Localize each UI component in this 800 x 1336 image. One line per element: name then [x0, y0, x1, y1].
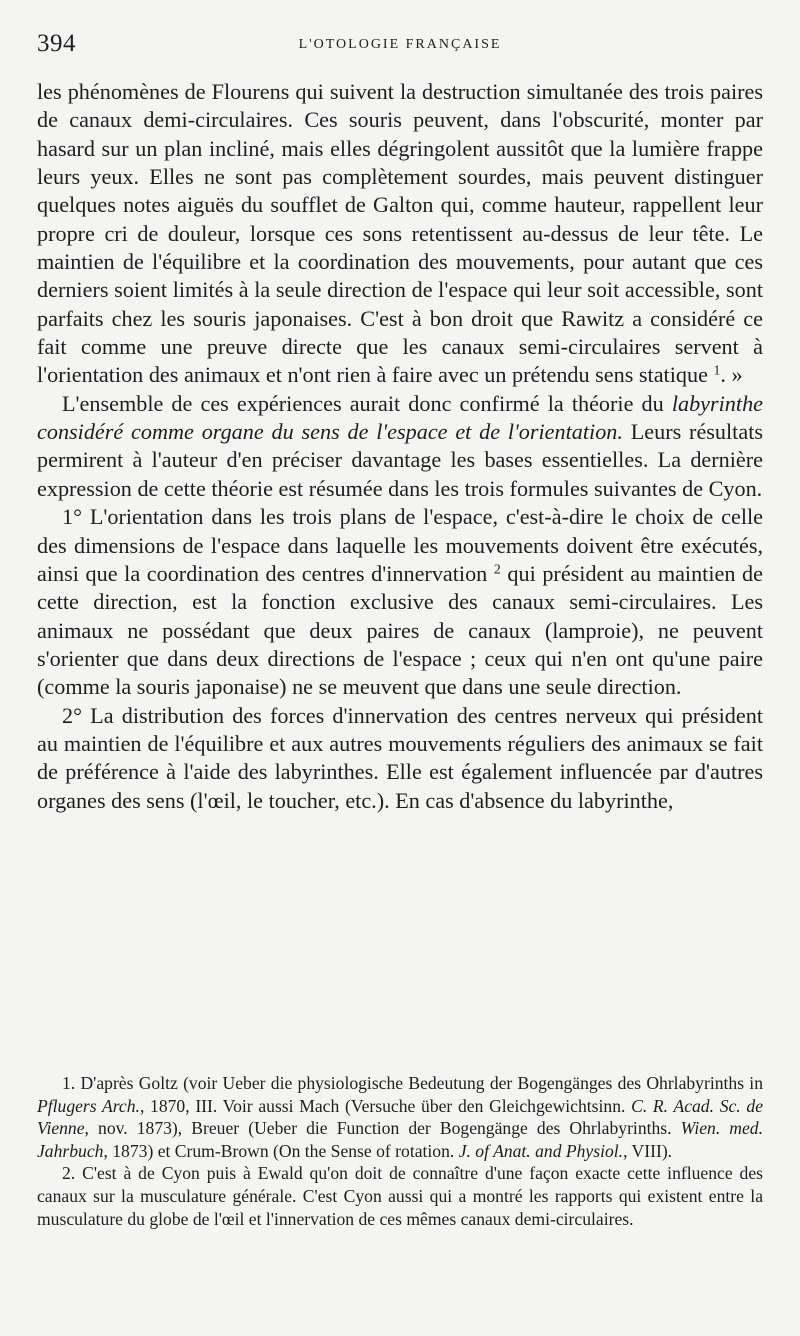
footnote-2	[37, 1162, 763, 1230]
body-text	[37, 78, 763, 815]
footnote-2-text: 2. C'est à de Cyon puis à Ewald qu'on doit de connaître d'une façon exacte cette influence des canaux sur la musculature générale. C'est Cyon aussi qui a montré les rapports qui existent entre la musculature du globe de l'œil et l'innervation de ces mêmes canaux demi-circulaires.	[37, 1163, 763, 1229]
paragraph-2-text-a: L'ensemble de ces expériences aurait donc confirmé la théorie du	[62, 390, 664, 416]
page-number: 394	[37, 30, 76, 57]
paragraph-4-text: 2° La distribution des forces d'innervation des centres nerveux qui président au maintien de l'équilibre et aux autres mouvements réguliers des animaux se fait de préférence à l'aide des labyrinthes. Elle est également influencée par d'autres organes des sens (l'œil, le toucher, etc.). En cas d'absence du labyrinthe,	[37, 702, 763, 813]
paragraph-3	[37, 503, 763, 701]
footnotes	[37, 1072, 763, 1230]
paragraph-1-tail: . »	[720, 362, 743, 388]
paragraph-2-italic: labyrinthe considéré comme organe du sens de l'espace et de l'orientation.	[37, 390, 764, 445]
footnote-1-text-2: , 1870, III. Voir aussi Mach (Versuche über den Gleichgewichtsinn.	[139, 1095, 626, 1116]
footnote-ref-1: 1	[713, 362, 721, 378]
footnote-1-text-4: , 1873) et Crum-Brown (On the Sense of rotation.	[103, 1140, 455, 1161]
paragraph-2	[37, 390, 763, 503]
footnote-1-italic-4: J. of Anat. and Physiol.	[458, 1140, 624, 1161]
paragraph-2-text-b: Leurs résultats permirent à l'auteur d'en préciser davantage les bases essentielles. La dernière expression de cette théorie est résumée dans les trois formules suivantes de Cyon.	[37, 419, 763, 501]
running-head: L'OTOLOGIE FRANÇAISE	[298, 37, 502, 52]
paragraph-1-text: les phénomènes de Flourens qui suivent la destruction simultanée des trois paires de canaux demi-circulaires. Ces souris peuvent, dans l'obscurité, monter par hasard sur un plan incliné, mais elles dégringolent aussitôt que la lumière frappe leurs yeux. Elles ne sont pas complètement sourdes, mais peuvent distinguer quelques notes aiguës du soufflet de Galton qui, comme hauteur, rappellent leur propre cri de douleur, lorsque ces sons retentissent au-dessus de leur tête. Le maintien de l'équilibre et la coordination des mouvements, pour autant que ces derniers soient limités à la seule direction de l'espace qui leur soit accessible, sont parfaits chez les souris japonaises. C'est à bon droit que Rawitz a considéré ce fait comme une preuve directe que les canaux semi-circulaires servent à l'orientation des animaux et n'ont rien à faire avec un prétendu sens statique	[37, 79, 763, 388]
footnote-1-italic-3: Wien. med. Jahrbuch	[37, 1118, 764, 1161]
paragraph-3-text-a: 1° L'orientation dans les trois plans de l'espace, c'est-à-dire le choix de celle des dimensions de l'espace dans laquelle les mouvements doivent être exécutés, ainsi que la coordination des centres d'innervation	[37, 504, 763, 586]
paragraph-3-text-b: qui président au maintien de cette direction, est la fonction exclusive des canaux semi-circulaires. Les animaux ne possédant que deux paires de canaux (lamproie), ne peuvent s'orienter que dans deux directions de l'espace ; ceux qui n'en ont qu'une paire (comme la souris japonaise) ne se meuvent que dans une seule direction.	[37, 560, 764, 700]
paragraph-1	[37, 78, 763, 390]
footnote-1-italic-2: C. R. Acad. Sc. de Vienne	[37, 1095, 764, 1139]
footnote-1	[37, 1072, 763, 1162]
footnote-1-text-3: , nov. 1873), Breuer (Ueber die Function der Bogengänge des Ohrlabyrinths.	[84, 1118, 672, 1139]
footnote-1-text-5: , VIII).	[623, 1140, 673, 1161]
footnote-1-text-1: 1. D'après Goltz (voir Ueber die physiologische Bedeutung der Bogengänges des Ohrlabyrinths in	[62, 1073, 763, 1093]
paragraph-4	[37, 702, 763, 815]
footnote-ref-2: 2	[493, 561, 501, 577]
footnote-1-italic-1: Pflugers Arch.	[37, 1095, 140, 1116]
page-header	[37, 30, 763, 64]
